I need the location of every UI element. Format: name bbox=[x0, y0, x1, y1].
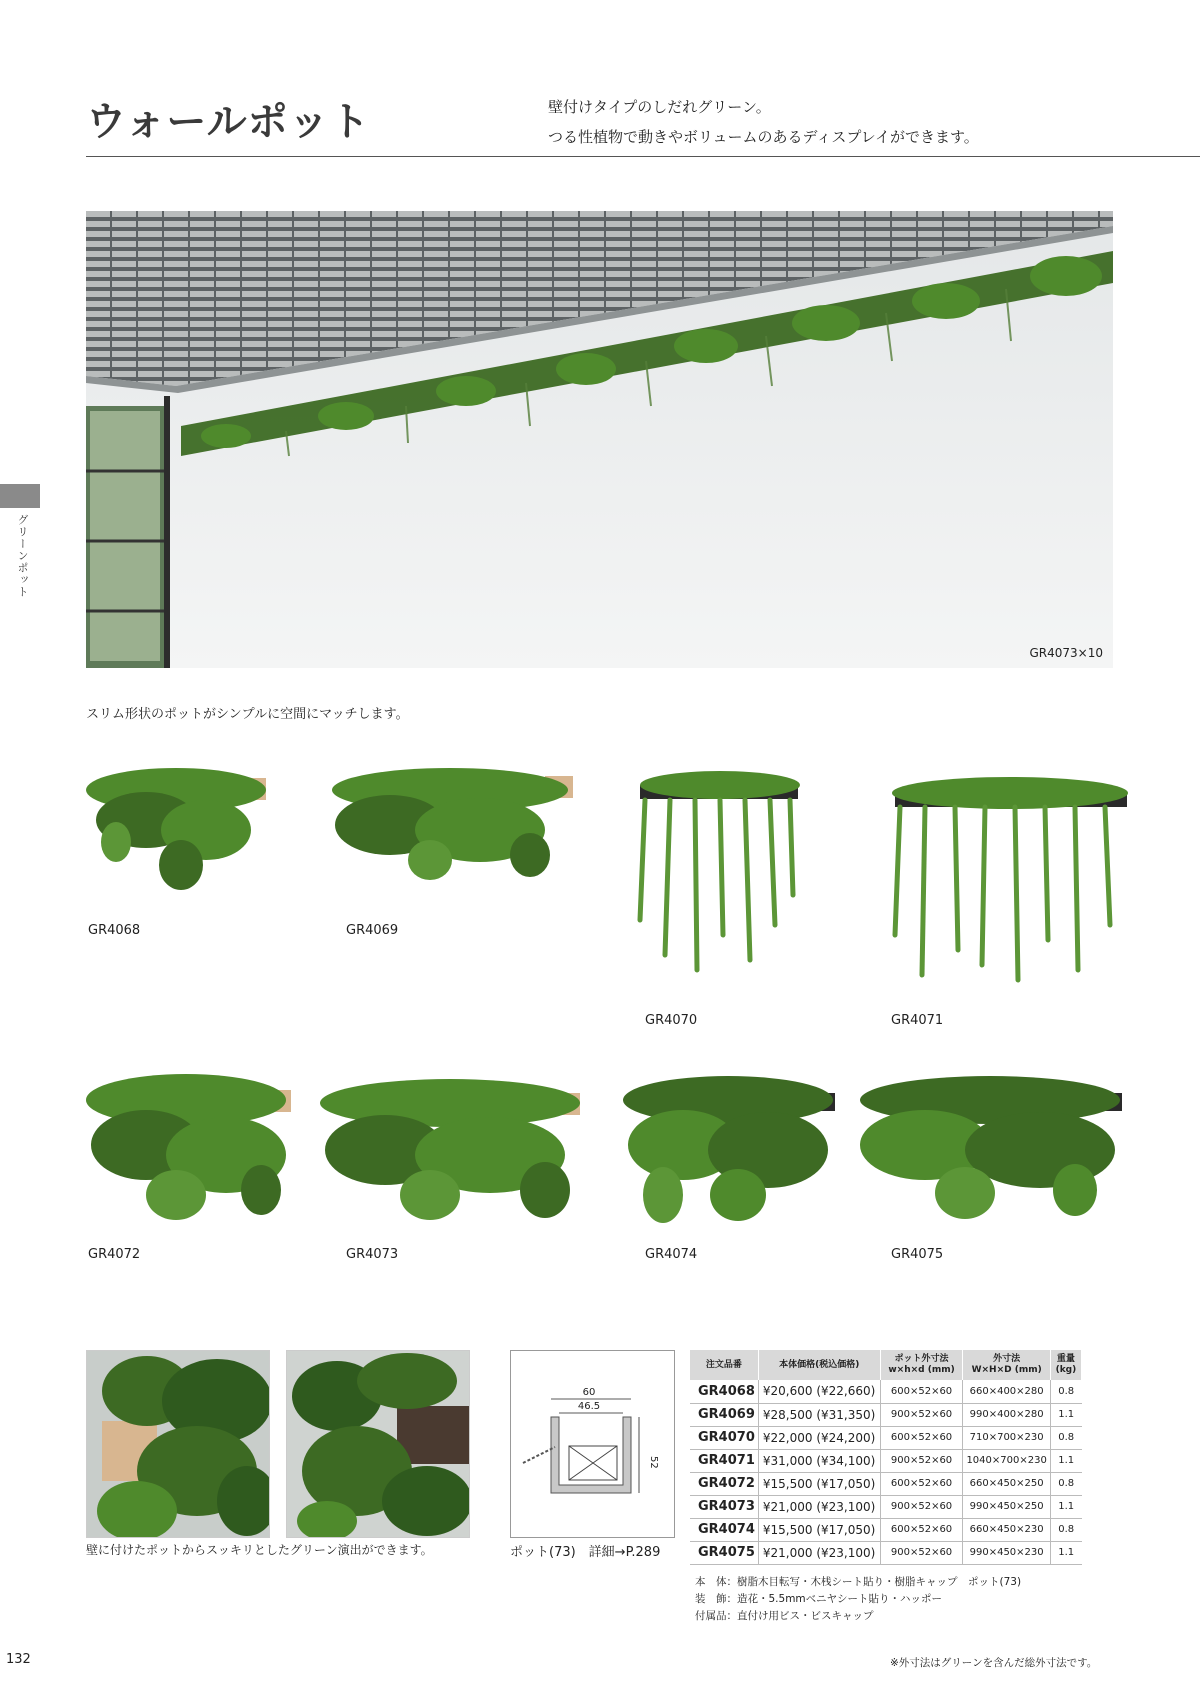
cell-price: ¥28,500 (¥31,350) bbox=[758, 1403, 880, 1426]
page-number: 132 bbox=[6, 1652, 31, 1667]
cell-outer-size: 1040×700×230 bbox=[963, 1449, 1050, 1472]
cell-weight: 0.8 bbox=[1050, 1472, 1081, 1495]
cell-price: ¥15,500 (¥17,050) bbox=[758, 1472, 880, 1495]
lead-text: スリム形状のポットがシンプルに空間にマッチします。 bbox=[86, 707, 409, 722]
table-row bbox=[690, 1495, 1082, 1518]
product-image-gr4075 bbox=[855, 1065, 1125, 1230]
cell-pot-size: 900×52×60 bbox=[880, 1541, 963, 1564]
cell-pot-size: 900×52×60 bbox=[880, 1449, 963, 1472]
cell-pot-size: 600×52×60 bbox=[880, 1380, 963, 1403]
table-row bbox=[690, 1518, 1082, 1541]
cell-outer-size: 660×400×280 bbox=[963, 1380, 1050, 1403]
product-code: GR4071 bbox=[891, 1013, 944, 1028]
cell-weight: 1.1 bbox=[1050, 1403, 1081, 1426]
header-pot-size-label: ポット外寸法 bbox=[894, 1354, 949, 1364]
side-index-label: グリーンポット bbox=[16, 514, 29, 598]
side-index-tab bbox=[0, 484, 40, 508]
hero-caption: GR4073×10 bbox=[1029, 646, 1103, 660]
cell-pot-size: 900×52×60 bbox=[880, 1403, 963, 1426]
header-outer-size-unit: W×H×D (mm) bbox=[971, 1365, 1042, 1375]
page-title: ウォールポット bbox=[86, 99, 371, 145]
note-accessories: 付属品：直付け用ビス・ビスキャップ bbox=[695, 1610, 874, 1622]
header-outer-size bbox=[963, 1350, 1050, 1380]
cell-weight: 1.1 bbox=[1050, 1541, 1081, 1564]
cell-weight: 1.1 bbox=[1050, 1449, 1081, 1472]
material-notes bbox=[695, 1574, 1021, 1625]
section-outer-width: 60 bbox=[582, 1387, 596, 1398]
cell-code: GR4069 bbox=[690, 1403, 758, 1426]
cell-price: ¥22,000 (¥24,200) bbox=[758, 1426, 880, 1449]
intro-line-1: 壁付けタイプのしだれグリーン。 bbox=[548, 98, 771, 116]
cell-price: ¥31,000 (¥34,100) bbox=[758, 1449, 880, 1472]
product-image-gr4073 bbox=[320, 1065, 585, 1230]
hero-photo bbox=[86, 211, 1113, 668]
cell-weight: 1.1 bbox=[1050, 1495, 1081, 1518]
cell-code: GR4071 bbox=[690, 1449, 758, 1472]
cell-pot-size: 600×52×60 bbox=[880, 1518, 963, 1541]
table-row bbox=[690, 1403, 1082, 1426]
product-code: GR4073 bbox=[346, 1247, 399, 1262]
cell-price: ¥21,000 (¥23,100) bbox=[758, 1541, 880, 1564]
table-row bbox=[690, 1541, 1082, 1564]
header-weight-unit: (kg) bbox=[1055, 1365, 1077, 1375]
intro-text bbox=[548, 92, 979, 152]
cell-code: GR4074 bbox=[690, 1518, 758, 1541]
spec-table-header bbox=[690, 1350, 1082, 1380]
section-height: 52 bbox=[648, 1456, 659, 1469]
spec-table bbox=[690, 1350, 1082, 1565]
product-image-gr4074 bbox=[618, 1065, 838, 1230]
cell-code: GR4075 bbox=[690, 1541, 758, 1564]
pot-section-caption: ポット(73) 詳細→P.289 bbox=[510, 1545, 661, 1560]
product-image-gr4070 bbox=[625, 765, 800, 975]
product-code: GR4068 bbox=[88, 923, 141, 938]
header-divider bbox=[86, 156, 1200, 157]
note-decoration: 装 飾：造花・5.5mmベニヤシート貼り・ハッポー bbox=[695, 1593, 943, 1605]
cell-outer-size: 990×450×230 bbox=[963, 1541, 1050, 1564]
product-image-gr4069 bbox=[330, 760, 575, 900]
cell-pot-size: 600×52×60 bbox=[880, 1472, 963, 1495]
header-outer-size-label: 外寸法 bbox=[993, 1354, 1021, 1364]
cell-price: ¥21,000 (¥23,100) bbox=[758, 1495, 880, 1518]
section-inner-width: 46.5 bbox=[577, 1401, 601, 1412]
product-code: GR4069 bbox=[346, 923, 399, 938]
table-row bbox=[690, 1380, 1082, 1403]
pot-section-drawing bbox=[510, 1350, 675, 1538]
product-code: GR4072 bbox=[88, 1247, 141, 1262]
cell-code: GR4068 bbox=[690, 1380, 758, 1403]
product-code: GR4074 bbox=[645, 1247, 698, 1262]
cell-outer-size: 710×700×230 bbox=[963, 1426, 1050, 1449]
header-weight-label: 重量 bbox=[1056, 1354, 1075, 1364]
detail-photo-wood bbox=[86, 1350, 270, 1538]
cell-pot-size: 600×52×60 bbox=[880, 1426, 963, 1449]
cell-code: GR4072 bbox=[690, 1472, 758, 1495]
note-body: 本 体：樹脂木目転写・木桟シート貼り・樹脂キャップ ポット(73) bbox=[695, 1576, 1022, 1588]
table-row bbox=[690, 1449, 1082, 1472]
cell-weight: 0.8 bbox=[1050, 1380, 1081, 1403]
detail-photo-black bbox=[286, 1350, 470, 1538]
cell-price: ¥15,500 (¥17,050) bbox=[758, 1518, 880, 1541]
intro-line-2: つる性植物で動きやボリュームのあるディスプレイができます。 bbox=[548, 128, 979, 146]
cell-outer-size: 660×450×250 bbox=[963, 1472, 1050, 1495]
product-code: GR4070 bbox=[645, 1013, 698, 1028]
product-image-gr4068 bbox=[86, 760, 276, 900]
cell-outer-size: 990×400×280 bbox=[963, 1403, 1050, 1426]
header-pot-size-unit: w×h×d (mm) bbox=[888, 1365, 955, 1375]
header-price: 本体価格(税込価格) bbox=[758, 1350, 880, 1380]
cell-code: GR4070 bbox=[690, 1426, 758, 1449]
detail-photo-caption: 壁に付けたポットからスッキリとしたグリーン演出ができます。 bbox=[86, 1543, 433, 1557]
cell-price: ¥20,600 (¥22,660) bbox=[758, 1380, 880, 1403]
footnote: ※外寸法はグリーンを含んだ総外寸法です。 bbox=[890, 1657, 1098, 1669]
header-weight bbox=[1050, 1350, 1081, 1380]
hero-illustration bbox=[86, 211, 1113, 668]
table-row bbox=[690, 1472, 1082, 1495]
header-pot-size bbox=[880, 1350, 963, 1380]
spec-table-body bbox=[690, 1380, 1082, 1564]
cell-outer-size: 990×450×250 bbox=[963, 1495, 1050, 1518]
table-row bbox=[690, 1426, 1082, 1449]
product-image-gr4071 bbox=[880, 765, 1130, 985]
product-code: GR4075 bbox=[891, 1247, 944, 1262]
cell-weight: 0.8 bbox=[1050, 1518, 1081, 1541]
cell-outer-size: 660×450×230 bbox=[963, 1518, 1050, 1541]
cell-code: GR4073 bbox=[690, 1495, 758, 1518]
cell-pot-size: 900×52×60 bbox=[880, 1495, 963, 1518]
cell-weight: 0.8 bbox=[1050, 1426, 1081, 1449]
header-code: 注文品番 bbox=[690, 1350, 758, 1380]
product-image-gr4072 bbox=[86, 1060, 296, 1230]
